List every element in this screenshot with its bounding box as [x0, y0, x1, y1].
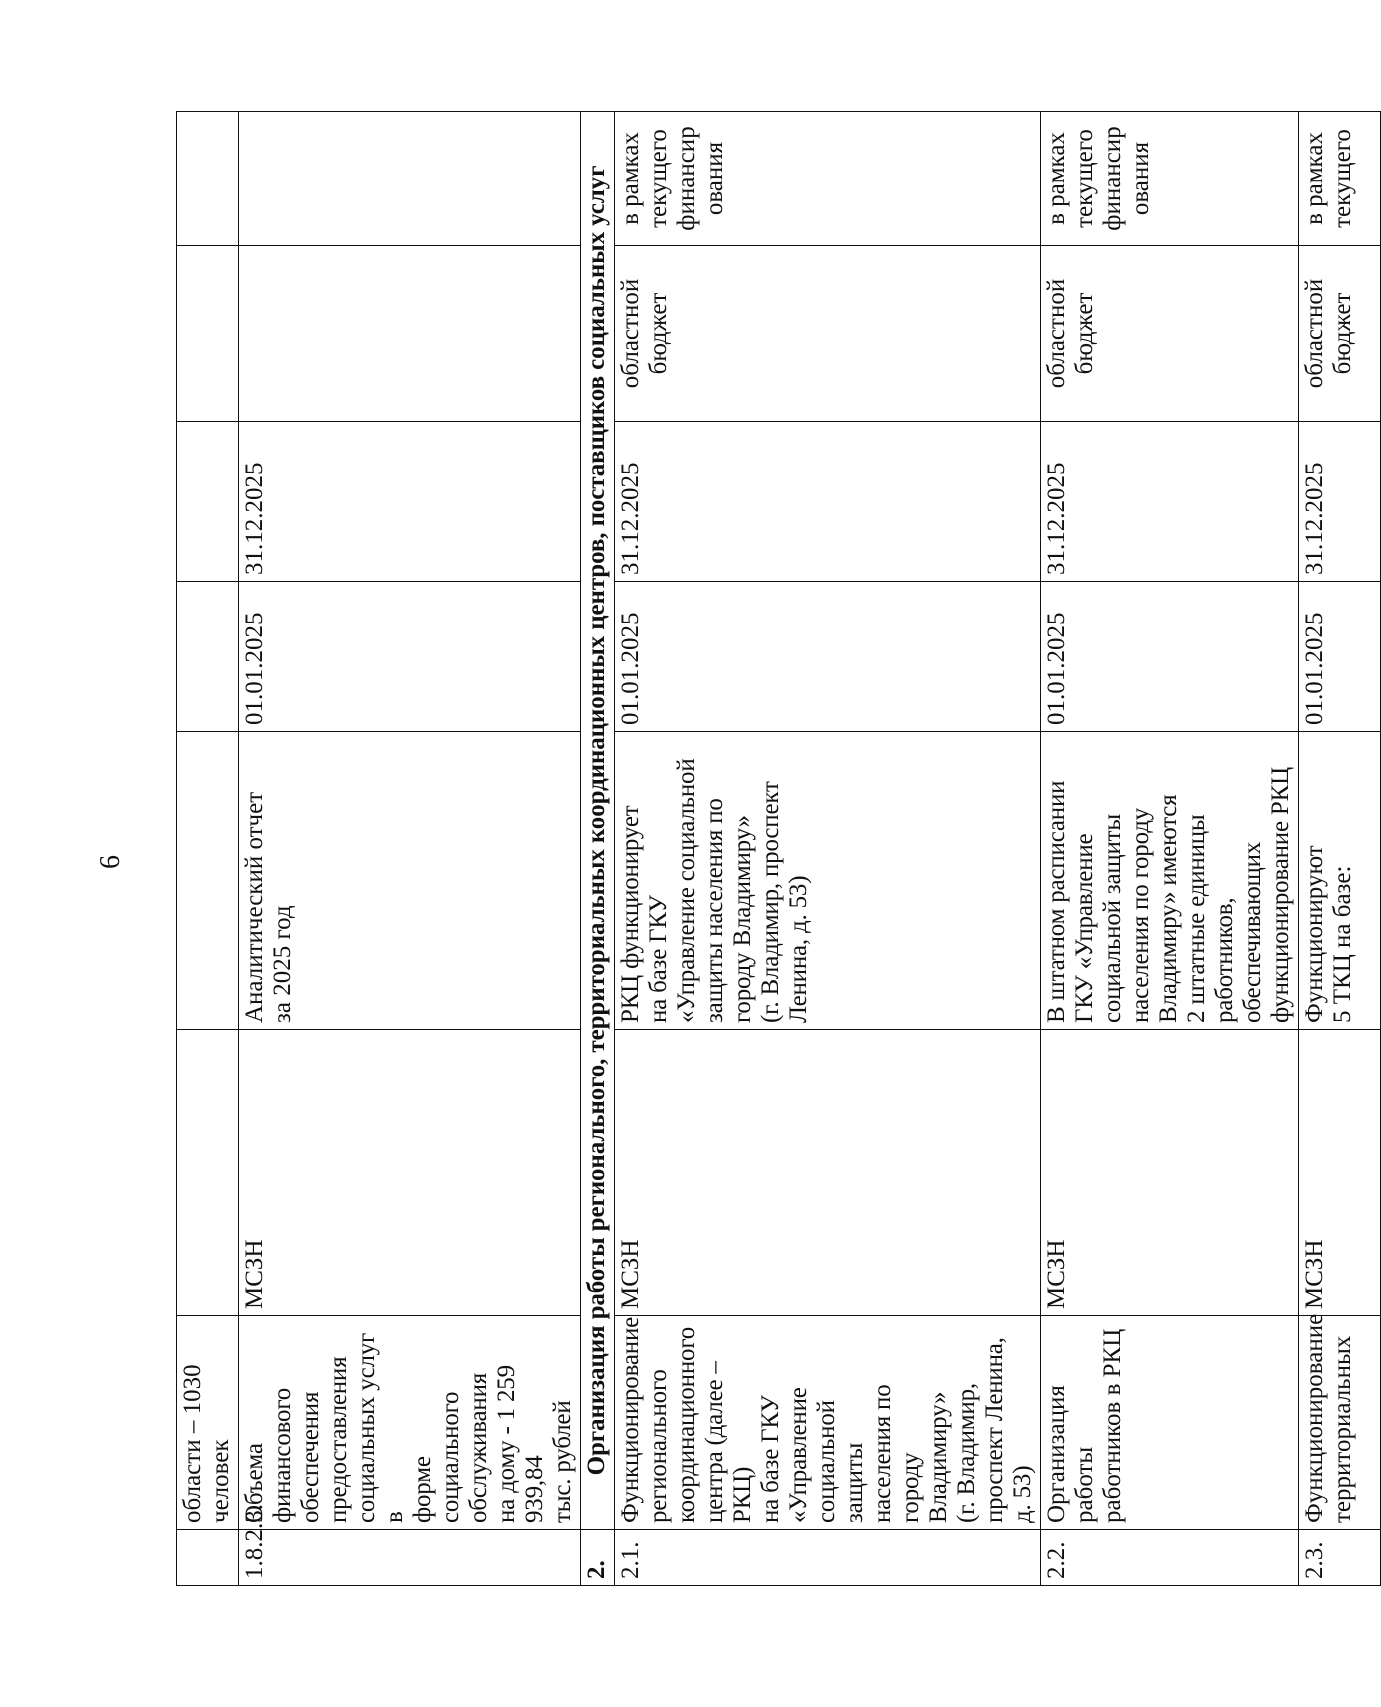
event-cell: Организация работы работников в РКЦ: [1041, 1316, 1299, 1530]
event-cell: Функционирование регионального координационного центра (далее – РКЦ) на базе ГКУ «Управление социальной защиты населения по городу Владимиру» (г. Владимир, проспект Ленина, д. 53): [615, 1316, 1041, 1530]
end-date-cell: 31.12.2025: [239, 422, 581, 582]
executor-cell: [177, 1030, 239, 1316]
table-row: [615, 112, 1041, 1586]
event-cell: Функционирование территориальных: [1299, 1316, 1381, 1530]
start-date-cell: [177, 582, 239, 732]
source-cell: областной бюджет: [615, 246, 1041, 422]
section-title: Организация работы регионального, территориальных координационных центров, поставщиков социальных услуг: [581, 112, 615, 1530]
plan-table: [176, 111, 1381, 1586]
table-row: [1041, 112, 1299, 1586]
end-date-cell: 31.12.2025: [1041, 422, 1299, 582]
executor-cell: МСЗН: [615, 1030, 1041, 1316]
table-row: [177, 112, 239, 1586]
table-row: [1299, 112, 1381, 1586]
row-number: 2.3.: [1299, 1530, 1381, 1586]
section-row: [581, 112, 615, 1586]
result-cell: В штатном расписании ГКУ «Управление социальной защиты населения по городу Владимиру» имеются 2 штатные единицы работников, обеспечивающих функционирование РКЦ: [1041, 732, 1299, 1030]
funding-cell: [177, 112, 239, 246]
row-number: 1.8.2.3.: [239, 1530, 581, 1586]
executor-cell: МСЗН: [1041, 1030, 1299, 1316]
rotated-table-container: [176, 112, 1356, 1586]
start-date-cell: 01.01.2025: [615, 582, 1041, 732]
source-cell: [177, 246, 239, 422]
start-date-cell: 01.01.2025: [1041, 582, 1299, 732]
row-number: 2.2.: [1041, 1530, 1299, 1586]
end-date-cell: 31.12.2025: [1299, 422, 1381, 582]
start-date-cell: 01.01.2025: [1299, 582, 1381, 732]
source-cell: областной бюджет: [1041, 246, 1299, 422]
result-cell: [177, 732, 239, 1030]
executor-cell: МСЗН: [1299, 1030, 1381, 1316]
section-number: 2.: [581, 1530, 615, 1586]
result-cell: Функционируют 5 ТКЦ на базе:: [1299, 732, 1381, 1030]
source-cell: областной бюджет: [1299, 246, 1381, 422]
row-number: 2.1.: [615, 1530, 1041, 1586]
funding-cell: в рамках текущего финансир ования: [1041, 112, 1299, 246]
row-number: [177, 1530, 239, 1586]
page-number: 6: [95, 855, 126, 869]
event-cell: Объема финансового обеспечения предоставления социальных услуг в форме социального обслуживания на дому - 1 259 939,84 тыс. рублей: [239, 1316, 581, 1530]
end-date-cell: [177, 422, 239, 582]
start-date-cell: 01.01.2025: [239, 582, 581, 732]
executor-cell: МСЗН: [239, 1030, 581, 1316]
result-cell: Аналитический отчет за 2025 год: [239, 732, 581, 1030]
end-date-cell: 31.12.2025: [615, 422, 1041, 582]
event-cell: области – 1030 человек: [177, 1316, 239, 1530]
funding-cell: в рамках текущего финансир ования: [615, 112, 1041, 246]
funding-cell: [239, 112, 581, 246]
funding-cell: в рамках текущего: [1299, 112, 1381, 246]
result-cell: РКЦ функционирует на базе ГКУ «Управление социальной защиты населения по городу Владимиру» (г. Владимир, проспект Ленина, д. 53): [615, 732, 1041, 1030]
source-cell: [239, 246, 581, 422]
table-row: [239, 112, 581, 1586]
